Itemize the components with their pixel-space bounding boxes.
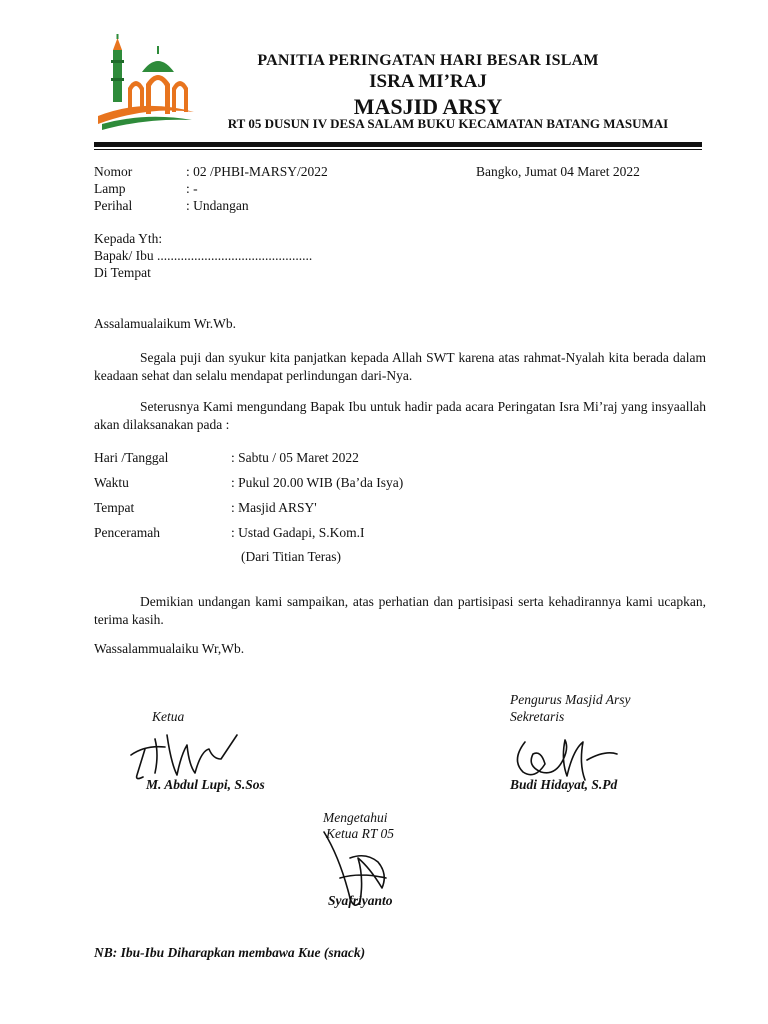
ketua-title: Ketua — [152, 709, 185, 724]
recipient-line3: Di Tempat — [94, 265, 151, 280]
place-date: Bangko, Jumat 04 Maret 2022 — [476, 164, 640, 179]
penceramah-label: Penceramah — [94, 525, 160, 540]
footer-note: NB: Ibu-Ibu Diharapkan membawa Kue (snack) — [94, 945, 366, 960]
tempat-label: Tempat — [94, 500, 135, 515]
closing: Wassalammualaiku Wr,Wb. — [94, 641, 245, 656]
waktu-value: : Pukul 20.00 WIB (Ba’da Isya) — [231, 475, 404, 490]
org-title: Pengurus Masjid Arsy — [510, 692, 631, 707]
header-divider-thick — [94, 142, 702, 147]
paragraph-3-text: Demikian undangan kami sampaikan, atas perhatian dan partisipasi serta kehadirannya kami ucapkan, terima kasih. — [94, 594, 706, 627]
recipient-line1: Kepada Yth: — [94, 231, 163, 246]
lamp-value: : - — [186, 181, 198, 196]
hari-value: : Sabtu / 05 Maret 2022 — [231, 450, 359, 465]
penceramah-note: (Dari Titian Teras) — [241, 549, 342, 564]
perihal-value: : Undangan — [186, 198, 249, 213]
perihal-label: Perihal — [94, 198, 133, 213]
ketua-rt-title: Ketua RT 05 — [326, 826, 395, 841]
paragraph-1 — [94, 349, 706, 385]
ketua-name: M. Abdul Lupi, S.Sos — [146, 777, 265, 792]
ketua-rt-name: Syafriyanto — [328, 893, 393, 908]
greeting: Assalamualaikum Wr.Wb. — [94, 316, 237, 331]
waktu-label: Waktu — [94, 475, 129, 490]
sekretaris-title: Sekretaris — [510, 709, 565, 724]
paragraph-2-text: Seterusnya Kami mengundang Bapak Ibu untuk hadir pada acara Peringatan Isra Mi’raj yang insyaallah akan dilaksanakan pada : — [94, 399, 706, 432]
sekretaris-name: Budi Hidayat, S.Pd — [510, 777, 618, 792]
recipient-line2: Bapak/ Ibu .............................................. — [94, 248, 313, 263]
header-address: RT 05 DUSUN IV DESA SALAM BUKU KECAMATAN BATANG MASUMAI — [227, 116, 669, 131]
tempat-value: : Masjid ARSY' — [231, 500, 317, 515]
lamp-label: Lamp — [94, 181, 126, 196]
mengetahui-label: Mengetahui — [323, 810, 388, 825]
header-committee: PANITIA PERINGATAN HARI BESAR ISLAM — [257, 52, 599, 69]
nomor-value: : 02 /PHBI-MARSY/2022 — [186, 164, 328, 179]
paragraph-2 — [94, 398, 706, 434]
mosque-logo-icon — [94, 32, 198, 132]
nomor-label: Nomor — [94, 164, 133, 179]
header-divider-thin — [94, 149, 702, 150]
penceramah-value: : Ustad Gadapi, S.Kom.I — [231, 525, 365, 540]
paragraph-1-text: Segala puji dan syukur kita panjatkan kepada Allah SWT karena atas rahmat-Nyalah kita berada dalam keadaan sehat dan selalu mendapat perlindungan dari-Nya. — [94, 350, 706, 383]
paragraph-3 — [94, 593, 706, 629]
header-mosque: MASJID ARSY — [353, 94, 503, 119]
header-event: ISRA MI’RAJ — [369, 71, 487, 92]
hari-label: Hari /Tanggal — [94, 450, 169, 465]
